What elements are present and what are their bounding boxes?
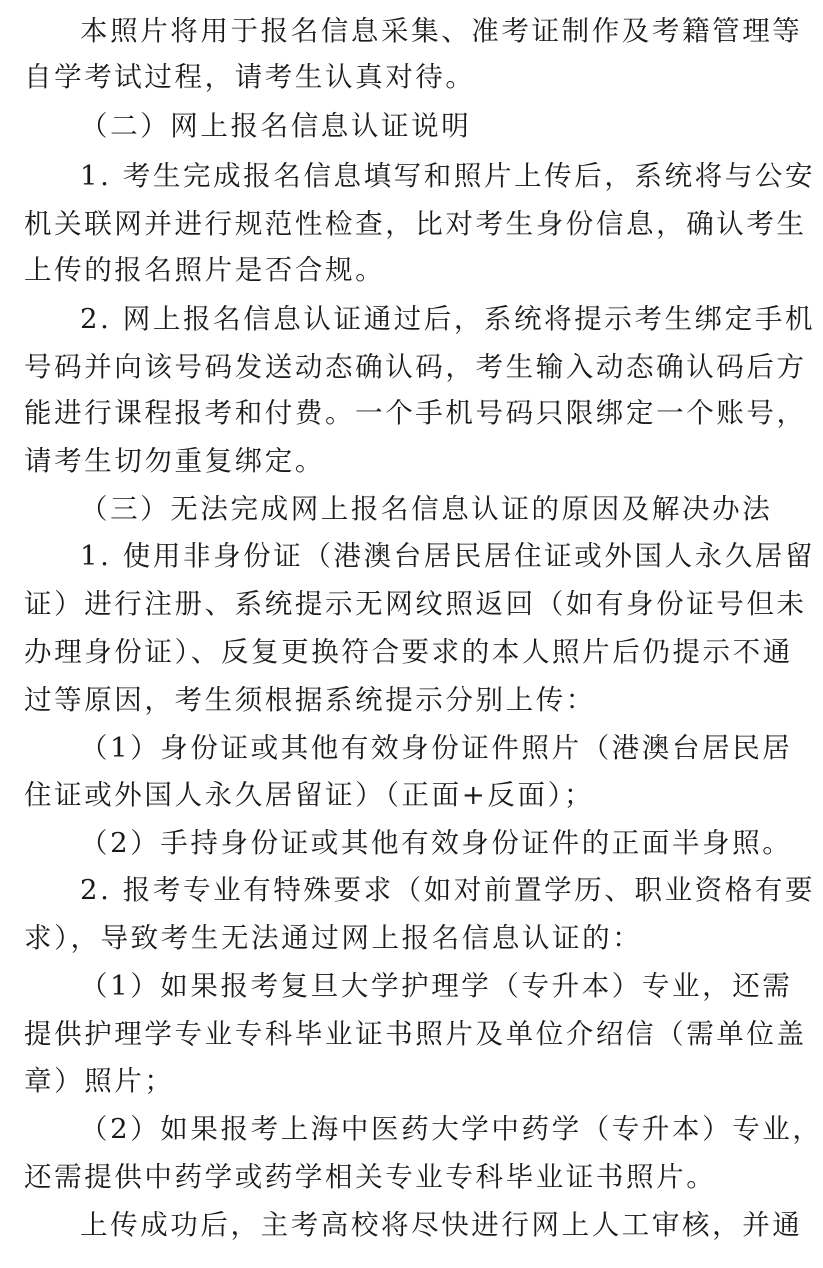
- paragraph-line: 过等原因，考生须根据系统提示分别上传：: [24, 684, 596, 716]
- paragraph-line: （2）手持身份证或其他有效身份证件的正面半身照。: [80, 827, 793, 859]
- paragraph-line: 能进行课程报考和付费。一个手机号码只限绑定一个账号，: [24, 397, 807, 429]
- paragraph-line: 还需提供中药学或药学相关专业专科毕业证书照片。: [24, 1161, 717, 1193]
- paragraph-line: 提供护理学专业专科毕业证书照片及单位介绍信（需单位盖: [24, 1018, 807, 1050]
- paragraph-line: 求），导致考生无法通过网上报名信息认证的：: [24, 922, 643, 954]
- paragraph-line: （2）如果报考上海中医药大学中药学（专升本）专业，: [80, 1113, 823, 1145]
- paragraph-line: 办理身份证）、反复更换符合要求的本人照片后仍提示不通: [24, 636, 793, 668]
- paragraph-line: 2. 网上报名信息认证通过后，系统将提示考生绑定手机: [80, 303, 816, 335]
- paragraph-line: （1）如果报考复旦大学护理学（专升本）专业，还需: [80, 970, 793, 1002]
- paragraph-line: 章）照片；: [24, 1065, 175, 1097]
- paragraph-line: （1）身份证或其他有效身份证件照片（港澳台居民居: [80, 732, 793, 764]
- section-heading: （二）网上报名信息认证说明: [80, 110, 472, 142]
- paragraph-line: 自学考试过程，请考生认真对待。: [24, 61, 476, 93]
- paragraph-line: 1. 考生完成报名信息填写和照片上传后，系统将与公安: [80, 160, 816, 192]
- paragraph-line: 号码并向该号码发送动态确认码，考生输入动态确认码后方: [24, 351, 807, 383]
- section-heading: （三）无法完成网上报名信息认证的原因及解决办法: [80, 493, 773, 525]
- paragraph-line: 请考生切勿重复绑定。: [24, 445, 325, 477]
- paragraph-line: 住证或外国人永久居留证）（正面+反面）；: [24, 779, 595, 811]
- paragraph-line: 上传的报名照片是否合规。: [24, 254, 386, 286]
- paragraph-line: 上传成功后，主考高校将尽快进行网上人工审核，并通: [80, 1209, 803, 1241]
- paragraph-line: 证）进行注册、系统提示无网纹照返回（如有身份证号但未: [24, 588, 807, 620]
- paragraph-line: 机关联网并进行规范性检查，比对考生身份信息，确认考生: [24, 208, 807, 240]
- paragraph-line: 本照片将用于报名信息采集、准考证制作及考籍管理等: [80, 15, 803, 47]
- paragraph-line: 2. 报考专业有特殊要求（如对前置学历、职业资格有要: [80, 874, 816, 906]
- paragraph-line: 1. 使用非身份证（港澳台居民居住证或外国人永久居留: [80, 540, 816, 572]
